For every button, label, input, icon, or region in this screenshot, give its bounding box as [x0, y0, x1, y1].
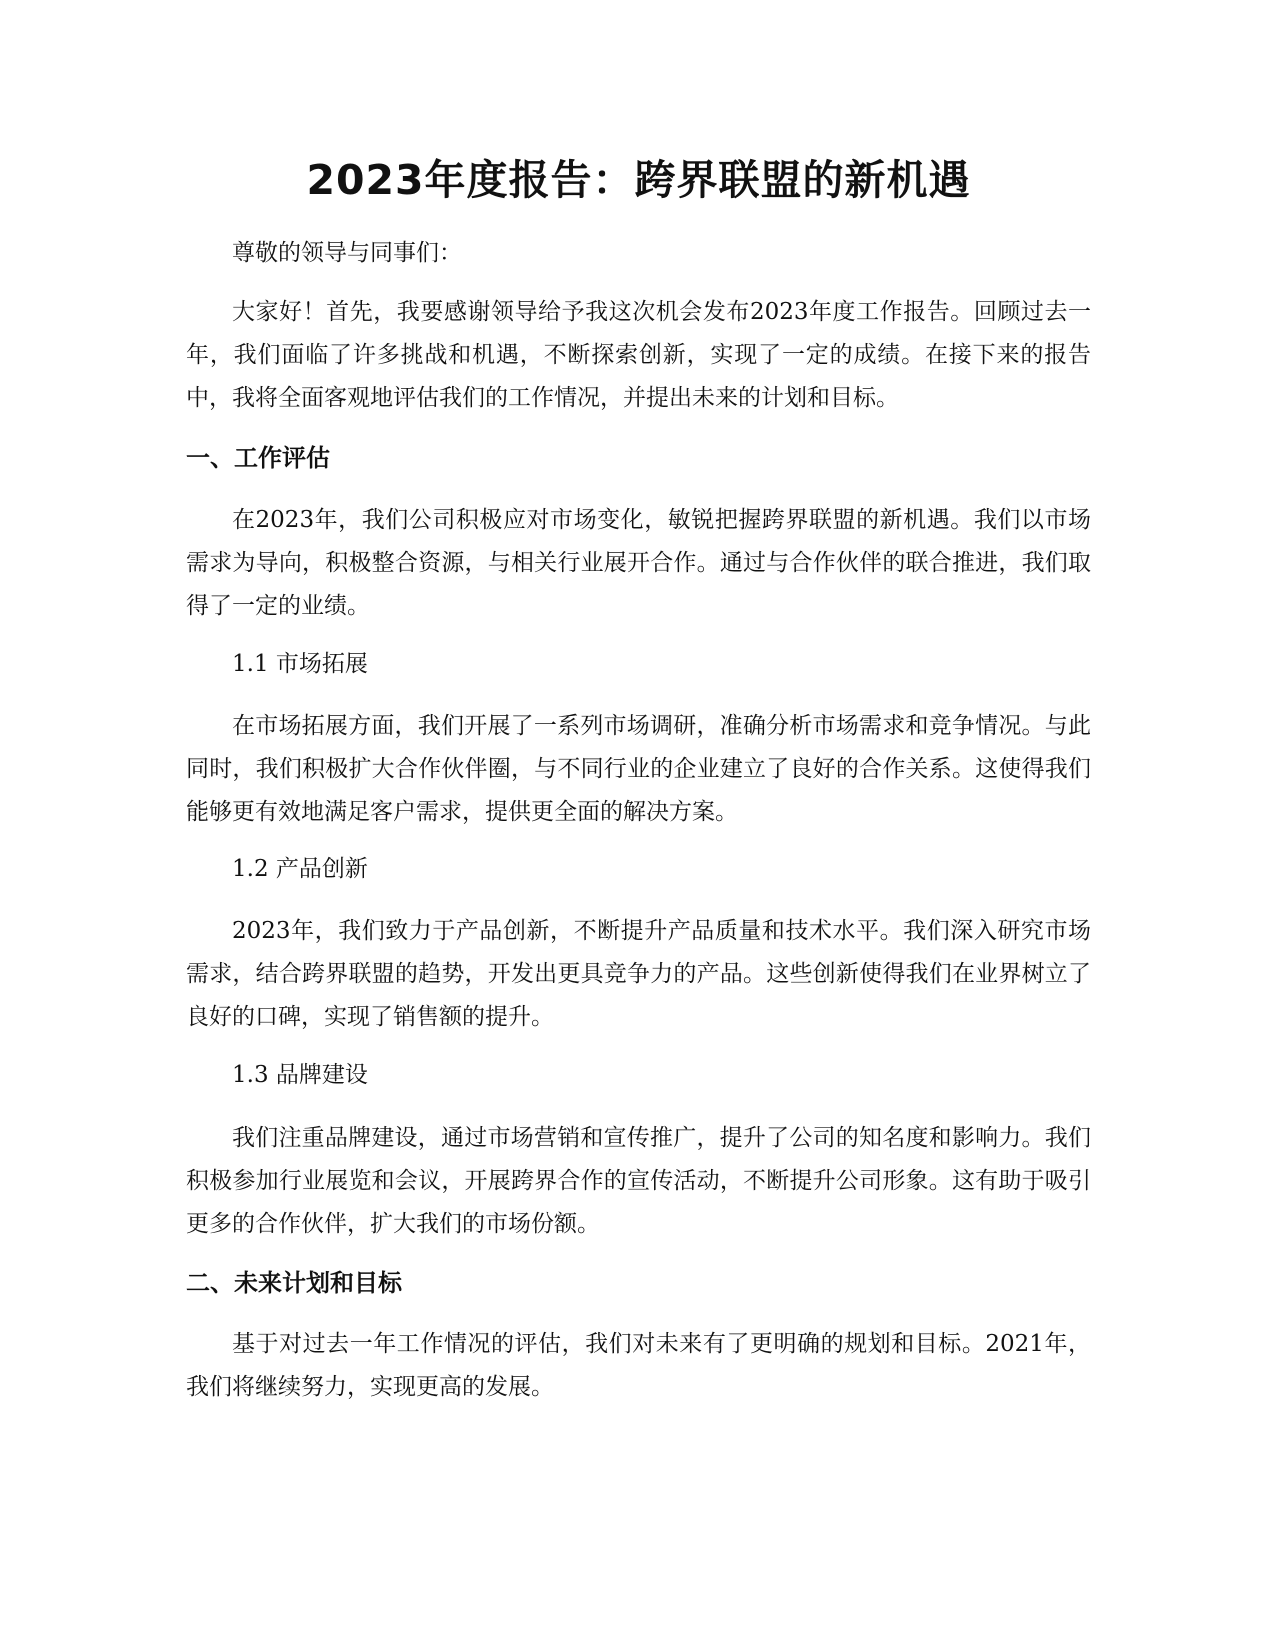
section-2-heading: 二、未来计划和目标	[186, 1269, 402, 1297]
section-1-heading: 一、工作评估	[186, 444, 330, 472]
subsection-1-1-heading: 1.1 市场拓展	[232, 651, 368, 677]
subsection-1-3-heading: 1.3 品牌建设	[232, 1062, 368, 1088]
intro-paragraph: 大家好！首先，我要感谢领导给予我这次机会发布2023年度工作报告。回顾过去一年，我们面临了许多挑战和机遇，不断探索创新，实现了一定的成绩。在接下来的报告中，我将全面客观地评估我们的工作情况，并提出未来的计划和目标。	[186, 299, 1091, 411]
subsection-1-1-paragraph: 在市场拓展方面，我们开展了一系列市场调研，准确分析市场需求和竞争情况。与此同时，我们积极扩大合作伙伴圈，与不同行业的企业建立了良好的合作关系。这使得我们能够更有效地满足客户需求，提供更全面的解决方案。	[186, 713, 1091, 825]
document-title: 2023年度报告：跨界联盟的新机遇	[306, 156, 971, 204]
section-2-paragraph: 基于对过去一年工作情况的评估，我们对未来有了更明确的规划和目标。2021年，我们将继续努力，实现更高的发展。	[186, 1331, 1091, 1400]
subsection-1-3-paragraph: 我们注重品牌建设，通过市场营销和宣传推广，提升了公司的知名度和影响力。我们积极参加行业展览和会议，开展跨界合作的宣传活动，不断提升公司形象。这有助于吸引更多的合作伙伴，扩大我们的市场份额。	[186, 1125, 1091, 1237]
section-1-paragraph: 在2023年，我们公司积极应对市场变化，敏锐把握跨界联盟的新机遇。我们以市场需求为导向，积极整合资源，与相关行业展开合作。通过与合作伙伴的联合推进，我们取得了一定的业绩。	[186, 507, 1091, 619]
subsection-1-2-heading: 1.2 产品创新	[232, 856, 368, 882]
salutation: 尊敬的领导与同事们：	[232, 240, 462, 266]
subsection-1-2-paragraph: 2023年，我们致力于产品创新，不断提升产品质量和技术水平。我们深入研究市场需求，结合跨界联盟的趋势，开发出更具竞争力的产品。这些创新使得我们在业界树立了良好的口碑，实现了销售额的提升。	[186, 918, 1091, 1030]
